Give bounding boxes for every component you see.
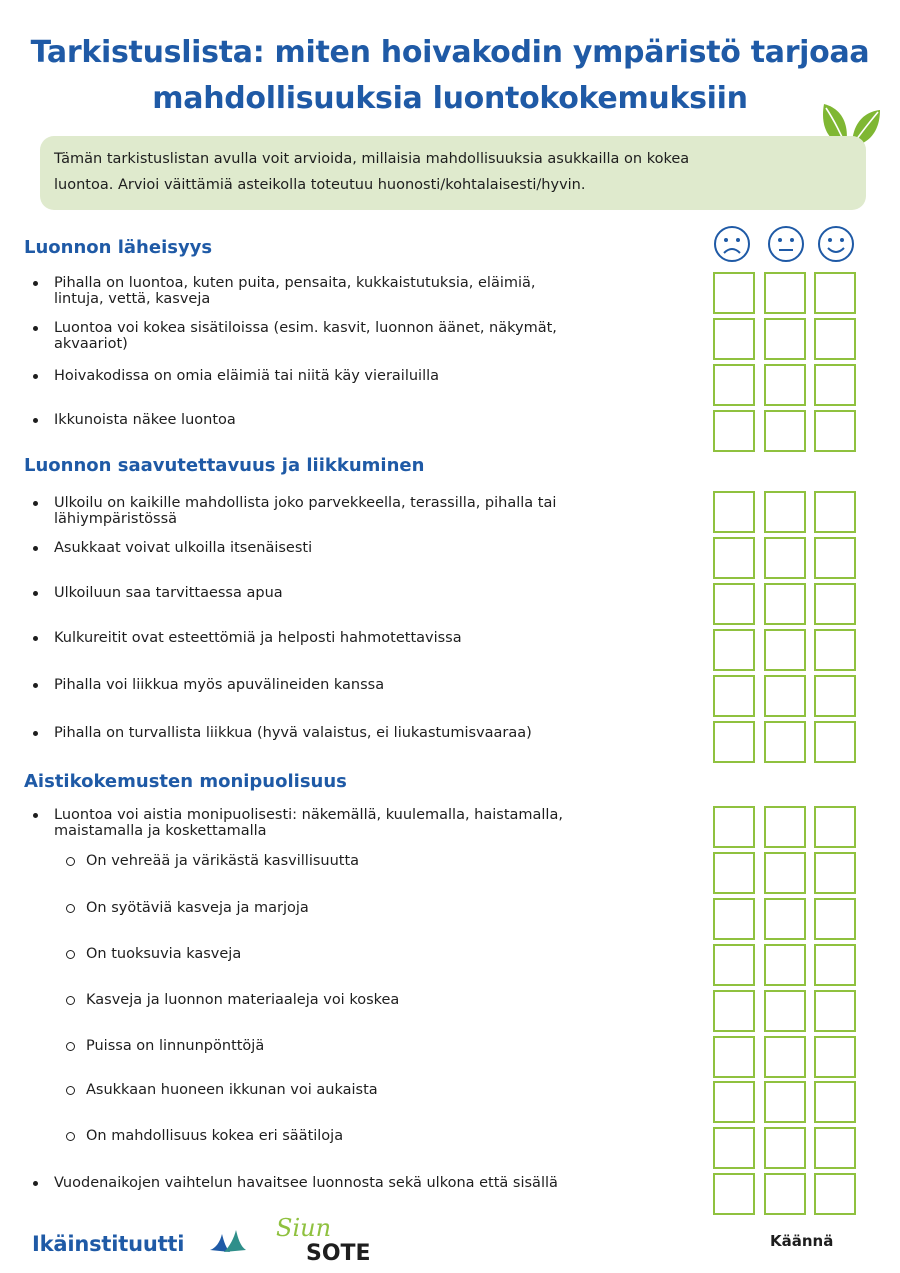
- turn-page-label: Käännä: [770, 1232, 834, 1250]
- rating-box-poor[interactable]: [713, 491, 755, 533]
- rating-box-fair[interactable]: [764, 491, 806, 533]
- rating-box-good[interactable]: [814, 1127, 856, 1169]
- checklist-item: Ulkoilu on kaikille mahdollista joko parvekkeella, terassilla, pihalla tai lähiympäristössä: [54, 495, 704, 527]
- rating-row: [713, 364, 858, 406]
- rating-box-fair[interactable]: [764, 583, 806, 625]
- rating-box-good[interactable]: [814, 898, 856, 940]
- rating-scale-header: [712, 224, 860, 266]
- rating-row: [713, 318, 858, 360]
- rating-box-fair[interactable]: [764, 318, 806, 360]
- section-heading-aistikokemukset: Aistikokemusten monipuolisuus: [24, 771, 347, 792]
- rating-row: [713, 272, 858, 314]
- rating-row: [713, 1173, 858, 1215]
- svg-text:Siun: Siun: [276, 1214, 332, 1242]
- checklist-item: Ikkunoista näkee luontoa: [54, 412, 704, 428]
- rating-box-good[interactable]: [814, 318, 856, 360]
- checklist-subitem: On syötäviä kasveja ja marjoja: [86, 900, 686, 916]
- rating-box-fair[interactable]: [764, 990, 806, 1032]
- rating-box-poor[interactable]: [713, 410, 755, 452]
- rating-row: [713, 410, 858, 452]
- checklist-subitem: On vehreää ja värikästä kasvillisuutta: [86, 853, 686, 869]
- rating-row: [713, 491, 858, 533]
- rating-row: [713, 806, 858, 848]
- rating-row: [713, 852, 858, 894]
- rating-row: [713, 537, 858, 579]
- checklist-subitem: On mahdollisuus kokea eri säätiloja: [86, 1128, 686, 1144]
- rating-box-fair[interactable]: [764, 721, 806, 763]
- rating-box-good[interactable]: [814, 1036, 856, 1078]
- rating-box-fair[interactable]: [764, 852, 806, 894]
- rating-box-poor[interactable]: [713, 990, 755, 1032]
- ikainstituutti-logo-text: Ikäinstituutti: [32, 1232, 185, 1256]
- rating-box-poor[interactable]: [713, 583, 755, 625]
- rating-box-poor[interactable]: [713, 318, 755, 360]
- rating-box-poor[interactable]: [713, 1173, 755, 1215]
- rating-row: [713, 629, 858, 671]
- section-heading-luonnon-laheisyys: Luonnon läheisyys: [24, 237, 213, 258]
- checklist-item: Pihalla voi liikkua myös apuvälineiden kanssa: [54, 677, 704, 693]
- happy-face-icon: [816, 224, 856, 264]
- rating-box-good[interactable]: [814, 410, 856, 452]
- checklist-subitem: Asukkaan huoneen ikkunan voi aukaista: [86, 1082, 686, 1098]
- rating-box-fair[interactable]: [764, 898, 806, 940]
- rating-box-poor[interactable]: [713, 898, 755, 940]
- checklist-item: Pihalla on turvallista liikkua (hyvä valaistus, ei liukastumisvaaraa): [54, 725, 704, 741]
- rating-box-good[interactable]: [814, 990, 856, 1032]
- rating-box-poor[interactable]: [713, 675, 755, 717]
- intro-line-1: Tämän tarkistuslistan avulla voit arvioida, millaisia mahdollisuuksia asukkailla on kokea: [54, 151, 690, 167]
- rating-box-fair[interactable]: [764, 1173, 806, 1215]
- rating-box-good[interactable]: [814, 629, 856, 671]
- rating-box-fair[interactable]: [764, 1036, 806, 1078]
- page-title: [0, 30, 900, 122]
- rating-box-good[interactable]: [814, 806, 856, 848]
- rating-box-good[interactable]: [814, 272, 856, 314]
- rating-box-good[interactable]: [814, 721, 856, 763]
- checklist-item: Luontoa voi kokea sisätiloissa (esim. kasvit, luonnon äänet, näkymät, akvaariot): [54, 320, 704, 352]
- rating-box-poor[interactable]: [713, 806, 755, 848]
- rating-row: [713, 944, 858, 986]
- rating-row: [713, 721, 858, 763]
- rating-box-fair[interactable]: [764, 272, 806, 314]
- rating-box-fair[interactable]: [764, 629, 806, 671]
- rating-row: [713, 1081, 858, 1123]
- page-title-line-1: Tarkistuslista: miten hoivakodin ympäristö tarjoaa: [30, 35, 870, 70]
- rating-box-fair[interactable]: [764, 537, 806, 579]
- checklist-subitem: On tuoksuvia kasveja: [86, 946, 686, 962]
- rating-box-poor[interactable]: [713, 1036, 755, 1078]
- rating-row: [713, 675, 858, 717]
- ikainstituutti-logo-icon: [208, 1226, 248, 1256]
- neutral-face-icon: [766, 224, 806, 264]
- rating-box-poor[interactable]: [713, 272, 755, 314]
- rating-box-fair[interactable]: [764, 944, 806, 986]
- rating-box-fair[interactable]: [764, 1127, 806, 1169]
- rating-row: [713, 1127, 858, 1169]
- rating-box-poor[interactable]: [713, 852, 755, 894]
- rating-row: [713, 1036, 858, 1078]
- rating-box-poor[interactable]: [713, 629, 755, 671]
- rating-box-good[interactable]: [814, 364, 856, 406]
- checklist-item: Vuodenaikojen vaihtelun havaitsee luonnosta sekä ulkona että sisällä: [54, 1175, 704, 1191]
- checklist-item: Luontoa voi aistia monipuolisesti: näkemällä, kuulemalla, haistamalla, maistamalla ja koskettamalla: [54, 807, 704, 839]
- rating-box-good[interactable]: [814, 1081, 856, 1123]
- checklist-subitem: Puissa on linnunpönttöjä: [86, 1038, 686, 1054]
- rating-box-poor[interactable]: [713, 537, 755, 579]
- rating-box-fair[interactable]: [764, 364, 806, 406]
- checklist-subitem: Kasveja ja luonnon materiaaleja voi koskea: [86, 992, 686, 1008]
- rating-row: [713, 990, 858, 1032]
- section-heading-saavutettavuus: Luonnon saavutettavuus ja liikkuminen: [24, 455, 425, 476]
- page-title-line-2: mahdollisuuksia luontokokemuksiin: [152, 81, 748, 116]
- checklist-item: Asukkaat voivat ulkoilla itsenäisesti: [54, 540, 704, 556]
- rating-box-poor[interactable]: [713, 1127, 755, 1169]
- rating-box-fair[interactable]: [764, 1081, 806, 1123]
- rating-box-poor[interactable]: [713, 364, 755, 406]
- rating-box-good[interactable]: [814, 491, 856, 533]
- rating-box-fair[interactable]: [764, 806, 806, 848]
- siun-sote-logo-text: SOTE: [306, 1241, 371, 1266]
- rating-box-good[interactable]: [814, 944, 856, 986]
- rating-box-good[interactable]: [814, 675, 856, 717]
- rating-box-fair[interactable]: [764, 410, 806, 452]
- rating-box-good[interactable]: [814, 1173, 856, 1215]
- rating-box-good[interactable]: [814, 852, 856, 894]
- rating-box-poor[interactable]: [713, 944, 755, 986]
- intro-box: [40, 136, 866, 210]
- rating-row: [713, 583, 858, 625]
- rating-box-poor[interactable]: [713, 1081, 755, 1123]
- checklist-item: Kulkureitit ovat esteettömiä ja helposti hahmotettavissa: [54, 630, 704, 646]
- sad-face-icon: [712, 224, 752, 264]
- checklist-item: Ulkoiluun saa tarvittaessa apua: [54, 585, 704, 601]
- rating-box-poor[interactable]: [713, 721, 755, 763]
- rating-box-good[interactable]: [814, 583, 856, 625]
- checklist-item: Pihalla on luontoa, kuten puita, pensaita, kukkaistutuksia, eläimiä, lintuja, vettä, kasveja: [54, 275, 704, 307]
- rating-box-good[interactable]: [814, 537, 856, 579]
- intro-line-2: luontoa. Arvioi väittämiä asteikolla toteutuu huonosti/kohtalaisesti/hyvin.: [54, 177, 586, 193]
- rating-box-fair[interactable]: [764, 675, 806, 717]
- rating-row: [713, 898, 858, 940]
- checklist-item: Hoivakodissa on omia eläimiä tai niitä käy vierailuilla: [54, 368, 704, 384]
